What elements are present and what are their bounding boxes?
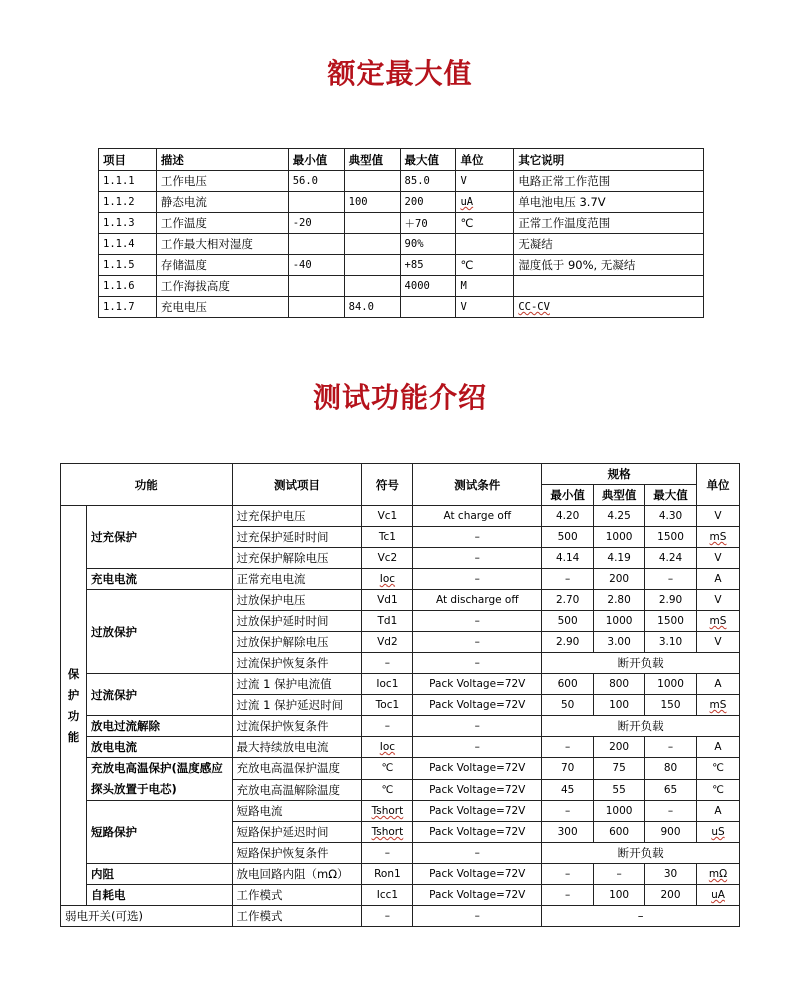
group-label: 充电电流 <box>86 569 232 590</box>
min-cell: – <box>542 885 594 906</box>
ratings-cell: uA <box>460 196 474 208</box>
ratings-header-row <box>99 149 704 171</box>
symbol-cell: Vc2 <box>362 548 413 569</box>
cond-cell: – <box>413 611 542 632</box>
ratings-cell: 工作电压 <box>156 171 288 192</box>
min-cell: – <box>542 801 594 822</box>
ratings-table <box>98 148 704 318</box>
header-item: 测试项目 <box>232 464 362 506</box>
test-item: 过充保护延时时间 <box>232 527 362 548</box>
min-cell: 600 <box>542 674 594 695</box>
table-row <box>61 590 740 611</box>
function-header-row <box>61 464 740 485</box>
span-cell: 断开负载 <box>542 653 740 674</box>
ratings-cell <box>288 276 344 297</box>
min-cell: 300 <box>542 822 594 843</box>
unit-cell: uA <box>711 889 725 901</box>
typ-cell: 4.25 <box>594 506 645 527</box>
table-row <box>99 276 704 297</box>
cond-cell: Pack Voltage=72V <box>413 822 542 843</box>
ratings-cell: 工作海拔高度 <box>156 276 288 297</box>
ratings-header: 其它说明 <box>514 149 704 171</box>
cond-cell: Pack Voltage=72V <box>413 779 542 801</box>
min-cell: – <box>542 864 594 885</box>
symbol-cell: Icc1 <box>362 885 413 906</box>
ratings-cell: -20 <box>288 213 344 234</box>
cond-cell: Pack Voltage=72V <box>413 885 542 906</box>
section1-title: 额定最大值 <box>327 57 473 90</box>
unit-cell: A <box>697 801 740 822</box>
table-row <box>61 801 740 822</box>
test-item: 过流 1 保护延迟时间 <box>232 695 362 716</box>
cond-cell: – <box>413 653 542 674</box>
ratings-cell <box>288 234 344 255</box>
group-label: 内阻 <box>86 864 232 885</box>
func-cell: 弱电开关(可选) <box>61 906 233 927</box>
unit-cell: V <box>697 548 740 569</box>
ratings-cell: V <box>456 297 514 318</box>
table-row <box>61 758 740 780</box>
ratings-cell: ℃ <box>456 255 514 276</box>
symbol-cell: Tc1 <box>362 527 413 548</box>
symbol-cell: ℃ <box>362 779 413 801</box>
test-item: 放电回路内阻（mΩ） <box>232 864 362 885</box>
max-cell: 3.10 <box>645 632 697 653</box>
cond-cell: – <box>413 906 542 927</box>
ratings-cell: 1.1.7 <box>99 297 157 318</box>
ratings-cell <box>344 276 400 297</box>
ratings-cell: 56.0 <box>288 171 344 192</box>
min-cell: 2.90 <box>542 632 594 653</box>
cond-cell: – <box>413 548 542 569</box>
ratings-cell <box>514 276 704 297</box>
min-cell: 4.20 <box>542 506 594 527</box>
ratings-cell: 充电电压 <box>156 297 288 318</box>
max-cell: – <box>645 801 697 822</box>
max-cell: 80 <box>645 758 697 780</box>
header-unit: 单位 <box>697 464 740 506</box>
ratings-cell: 90% <box>400 234 456 255</box>
ratings-cell: 静态电流 <box>156 192 288 213</box>
table-row <box>61 674 740 695</box>
cond-cell: Pack Voltage=72V <box>413 695 542 716</box>
ratings-header: 项目 <box>99 149 157 171</box>
symbol-cell: – <box>362 906 413 927</box>
header-cond: 测试条件 <box>413 464 542 506</box>
test-item: 过充保护解除电压 <box>232 548 362 569</box>
max-cell: 65 <box>645 779 697 801</box>
ratings-cell: -40 <box>288 255 344 276</box>
typ-cell: 4.19 <box>594 548 645 569</box>
span-cell: 断开负载 <box>542 843 740 864</box>
ratings-cell: 正常工作温度范围 <box>514 213 704 234</box>
typ-cell: 200 <box>594 569 645 590</box>
cond-cell: Pack Voltage=72V <box>413 801 542 822</box>
ratings-header: 描述 <box>156 149 288 171</box>
max-cell: 200 <box>645 885 697 906</box>
ratings-header: 最小值 <box>288 149 344 171</box>
cond-cell: – <box>413 527 542 548</box>
ratings-cell: ℃ <box>456 213 514 234</box>
unit-cell: mΩ <box>708 868 728 880</box>
max-cell: 30 <box>645 864 697 885</box>
group-label: 放电过流解除 <box>86 716 232 737</box>
header-max: 最大值 <box>645 485 697 506</box>
typ-cell: 1000 <box>594 527 645 548</box>
protect-label: 保护功能 <box>61 506 87 906</box>
min-cell: 70 <box>542 758 594 780</box>
unit-cell: mS <box>709 699 727 711</box>
test-item: 最大持续放电电流 <box>232 737 362 758</box>
typ-cell: 1000 <box>594 611 645 632</box>
symbol-cell: Ioc1 <box>362 674 413 695</box>
min-cell: 50 <box>542 695 594 716</box>
ratings-cell: 单电池电压 3.7V <box>514 192 704 213</box>
cond-cell: – <box>413 632 542 653</box>
test-item: 过流保护恢复条件 <box>232 653 362 674</box>
test-item: 工作模式 <box>232 906 362 927</box>
header-spec: 规格 <box>542 464 697 485</box>
ratings-cell: 1.1.4 <box>99 234 157 255</box>
cond-cell: – <box>413 737 542 758</box>
table-row <box>99 213 704 234</box>
ratings-cell: 1.1.2 <box>99 192 157 213</box>
symbol-cell: Vd1 <box>362 590 413 611</box>
symbol-cell: Vd2 <box>362 632 413 653</box>
span-cell: – <box>542 906 740 927</box>
typ-cell: 3.00 <box>594 632 645 653</box>
ratings-cell: ＋70 <box>400 213 456 234</box>
cond-cell: – <box>413 843 542 864</box>
unit-cell: A <box>697 569 740 590</box>
max-cell: 4.30 <box>645 506 697 527</box>
symbol-cell: Tshort <box>371 805 404 817</box>
ratings-cell: 100 <box>344 192 400 213</box>
test-item: 过放保护电压 <box>232 590 362 611</box>
ratings-cell: 1.1.6 <box>99 276 157 297</box>
cond-cell: Pack Voltage=72V <box>413 674 542 695</box>
ratings-cell: 工作最大相对湿度 <box>156 234 288 255</box>
table-row <box>61 864 740 885</box>
cond-cell: At charge off <box>413 506 542 527</box>
test-item: 过流保护恢复条件 <box>232 716 362 737</box>
unit-cell: V <box>697 506 740 527</box>
cond-cell: Pack Voltage=72V <box>413 758 542 780</box>
group-label: 过流保护 <box>86 674 232 716</box>
max-cell: 1000 <box>645 674 697 695</box>
test-item: 过流 1 保护电流值 <box>232 674 362 695</box>
typ-cell: 100 <box>594 885 645 906</box>
cond-cell: At discharge off <box>413 590 542 611</box>
table-row <box>99 171 704 192</box>
ratings-cell: 84.0 <box>344 297 400 318</box>
ratings-cell: M <box>456 276 514 297</box>
max-cell: – <box>645 737 697 758</box>
unit-cell: uS <box>711 826 725 838</box>
test-item: 过充保护电压 <box>232 506 362 527</box>
max-cell: 1500 <box>645 611 697 632</box>
ratings-cell: 存储温度 <box>156 255 288 276</box>
typ-cell: 75 <box>594 758 645 780</box>
min-cell: 500 <box>542 527 594 548</box>
test-item: 充放电高温保护温度 <box>232 758 362 780</box>
group-label: 充放电高温保护(温度感应探头放置于电芯) <box>86 758 232 801</box>
typ-cell: 200 <box>594 737 645 758</box>
symbol-cell: – <box>362 653 413 674</box>
ratings-cell <box>288 192 344 213</box>
ratings-cell <box>456 234 514 255</box>
max-cell: 1500 <box>645 527 697 548</box>
min-cell: – <box>542 569 594 590</box>
symbol-cell: – <box>362 716 413 737</box>
span-cell: 断开负载 <box>542 716 740 737</box>
typ-cell: 55 <box>594 779 645 801</box>
test-item: 正常充电电流 <box>232 569 362 590</box>
test-item: 短路保护恢复条件 <box>232 843 362 864</box>
ratings-header: 单位 <box>456 149 514 171</box>
table-row <box>99 255 704 276</box>
typ-cell: 800 <box>594 674 645 695</box>
test-item: 短路保护延迟时间 <box>232 822 362 843</box>
ratings-cell: +85 <box>400 255 456 276</box>
test-item: 工作模式 <box>232 885 362 906</box>
symbol-cell: ℃ <box>362 758 413 780</box>
ratings-cell: 85.0 <box>400 171 456 192</box>
symbol-cell: Toc1 <box>362 695 413 716</box>
symbol-cell: Vc1 <box>362 506 413 527</box>
table-row <box>99 234 704 255</box>
min-cell: – <box>542 737 594 758</box>
group-label: 短路保护 <box>86 801 232 864</box>
section2-title: 测试功能介绍 <box>312 381 487 414</box>
symbol-cell: Ioc <box>379 741 396 753</box>
header-min: 最小值 <box>542 485 594 506</box>
ratings-cell <box>344 213 400 234</box>
ratings-header: 典型值 <box>344 149 400 171</box>
ratings-cell: 200 <box>400 192 456 213</box>
ratings-cell: CC-CV <box>518 301 550 313</box>
ratings-cell: 电路正常工作范围 <box>514 171 704 192</box>
unit-cell: V <box>697 632 740 653</box>
ratings-cell <box>344 255 400 276</box>
ratings-cell: 工作温度 <box>156 213 288 234</box>
table-row <box>61 906 740 927</box>
max-cell: 900 <box>645 822 697 843</box>
group-label: 过充保护 <box>86 506 232 569</box>
table-row <box>61 885 740 906</box>
unit-cell: ℃ <box>697 758 740 780</box>
max-cell: 4.24 <box>645 548 697 569</box>
ratings-cell: V <box>456 171 514 192</box>
cond-cell: – <box>413 716 542 737</box>
table-row <box>99 192 704 213</box>
ratings-cell <box>344 171 400 192</box>
unit-cell: V <box>697 590 740 611</box>
unit-cell: A <box>697 737 740 758</box>
test-item: 过放保护解除电压 <box>232 632 362 653</box>
symbol-cell: Td1 <box>362 611 413 632</box>
unit-cell: mS <box>709 531 727 543</box>
table-row <box>61 506 740 527</box>
cond-cell: Pack Voltage=72V <box>413 864 542 885</box>
header-typ: 典型值 <box>594 485 645 506</box>
function-table <box>60 463 740 927</box>
table-row <box>99 297 704 318</box>
ratings-cell: 4000 <box>400 276 456 297</box>
ratings-cell: 1.1.1 <box>99 171 157 192</box>
symbol-cell: Ron1 <box>362 864 413 885</box>
ratings-cell <box>400 297 456 318</box>
max-cell: – <box>645 569 697 590</box>
symbol-cell: Tshort <box>371 826 404 838</box>
group-label: 放电电流 <box>86 737 232 758</box>
symbol-cell: Ioc <box>379 573 396 585</box>
ratings-cell: 湿度低于 90%, 无凝结 <box>514 255 704 276</box>
typ-cell: – <box>594 864 645 885</box>
ratings-cell: 1.1.5 <box>99 255 157 276</box>
max-cell: 2.90 <box>645 590 697 611</box>
cond-cell: – <box>413 569 542 590</box>
typ-cell: 2.80 <box>594 590 645 611</box>
max-cell: 150 <box>645 695 697 716</box>
unit-cell: mS <box>709 615 727 627</box>
typ-cell: 600 <box>594 822 645 843</box>
min-cell: 4.14 <box>542 548 594 569</box>
min-cell: 2.70 <box>542 590 594 611</box>
test-item: 过放保护延时时间 <box>232 611 362 632</box>
typ-cell: 1000 <box>594 801 645 822</box>
min-cell: 500 <box>542 611 594 632</box>
ratings-header: 最大值 <box>400 149 456 171</box>
header-sym: 符号 <box>362 464 413 506</box>
ratings-cell <box>344 234 400 255</box>
test-item: 充放电高温解除温度 <box>232 779 362 801</box>
group-label: 过放保护 <box>86 590 232 674</box>
typ-cell: 100 <box>594 695 645 716</box>
table-row <box>61 569 740 590</box>
unit-cell: ℃ <box>697 779 740 801</box>
ratings-cell: 1.1.3 <box>99 213 157 234</box>
min-cell: 45 <box>542 779 594 801</box>
ratings-cell <box>288 297 344 318</box>
unit-cell: A <box>697 674 740 695</box>
test-item: 短路电流 <box>232 801 362 822</box>
header-func: 功能 <box>61 464 233 506</box>
group-label: 自耗电 <box>86 885 232 906</box>
table-row <box>61 716 740 737</box>
table-row <box>61 737 740 758</box>
ratings-cell: 无凝结 <box>514 234 704 255</box>
symbol-cell: – <box>362 843 413 864</box>
